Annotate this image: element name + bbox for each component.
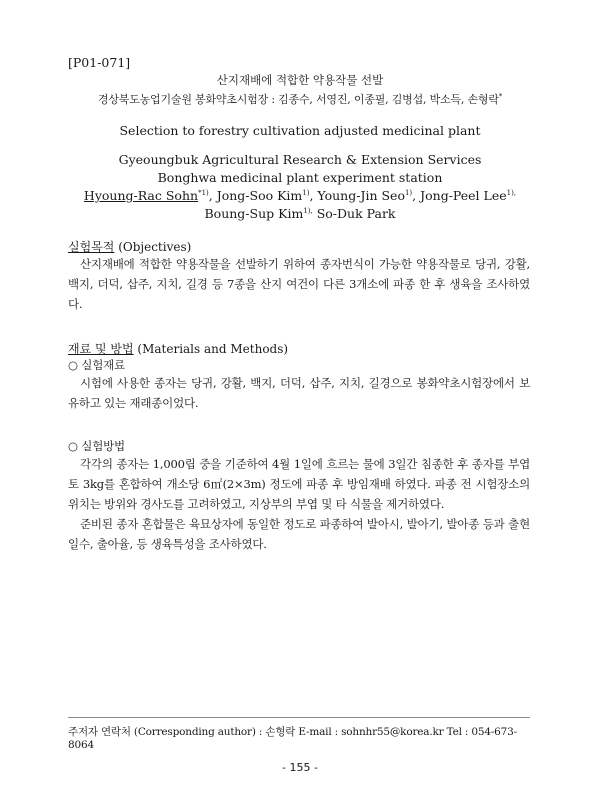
author-1: Hyoung-Rac Sohn xyxy=(83,188,199,203)
methods-text-2: 준비된 종자 혼합물은 육묘상자에 동일한 정도로 파종하여 발아시, 발아기, 발아종 등과 출현일수, 출아율, 등 생육특성을 조사하였다. xyxy=(68,517,530,551)
author-1-sup: *1) xyxy=(198,188,209,197)
objectives-heading-kor: 실험목적 xyxy=(68,240,115,254)
methods-heading-kor: 재료 및 방법 xyxy=(68,342,134,356)
affiliation-1: Gyeoungbuk Agricultural Research & Extension Services xyxy=(118,152,482,167)
materials-subsection-title: ○ 실험재료 xyxy=(68,358,125,372)
methods-text-1: 각각의 종자는 1,000립 중을 기준하여 4월 1일에 흐르는 물에 3일간 침종한 후 종자를 부엽토 3kg를 혼합하여 개소당 6㎡(2×3m) 정도에 파종 후 방임재배 하였다. 파종 전 시험장소의 위치는 방위와 경사도를 고려하였고, 지상부의 부엽 및 타 식물을 제거하였다. xyxy=(68,457,530,511)
abstract-code: [P01-071] xyxy=(68,55,131,70)
objectives-heading-eng: (Objectives) xyxy=(114,240,192,254)
footer-divider xyxy=(68,717,530,718)
korean-title: 산지재배에 적합한 약용작물 선발 xyxy=(216,73,384,87)
methods-body xyxy=(68,454,530,554)
page-number: - 155 - xyxy=(282,761,318,774)
english-authors-line-1 xyxy=(0,188,600,203)
korean-authors-text: 경상북도농업기술원 봉화약초시험장 : 김종수, 서영진, 이종필, 김병섭, 박소득, 손형락 xyxy=(97,93,499,106)
author-6: So-Duk Park xyxy=(312,206,396,221)
methods-heading-eng: (Materials and Methods) xyxy=(133,342,289,356)
korean-authors xyxy=(0,91,600,107)
author-4-sup: 1), xyxy=(506,188,517,197)
english-authors-line-2 xyxy=(0,206,600,221)
author-4: , Jong-Peel Lee xyxy=(412,188,507,203)
methods-subsection-title: ○ 실험방법 xyxy=(68,439,125,453)
affiliation-2: Bonghwa medicinal plant experiment station xyxy=(157,170,443,185)
objectives-body xyxy=(68,254,530,314)
author-3-sup: 1) xyxy=(404,188,413,197)
corresponding-mark: * xyxy=(498,92,503,101)
objectives-heading xyxy=(68,238,191,255)
author-5: Boung-Sup Kim xyxy=(204,206,304,221)
corresponding-author-footer: 주저자 연락처 (Corresponding author) : 손형락 E-mail : sohnhr55@korea.kr Tel : 054-673-8064 xyxy=(68,726,517,751)
author-2: , Jong-Soo Kim xyxy=(208,188,303,203)
author-3: , Young-Jin Seo xyxy=(309,188,405,203)
objectives-text: 산지재배에 적합한 약용작물을 선발하기 위하여 종자번식이 가능한 약용작물로 당귀, 강활, 백지, 더덕, 삽주, 지치, 길경 등 7종을 산지 여건이 다른 3개소에 파종 한 후 생육을 조사하였다. xyxy=(68,257,530,311)
english-title: Selection to forestry cultivation adjusted medicinal plant xyxy=(119,123,481,138)
author-5-sup: 1), xyxy=(303,206,313,215)
author-2-sup: 1) xyxy=(302,188,310,197)
materials-body xyxy=(68,373,530,413)
materials-text: 시험에 사용한 종자는 당귀, 강활, 백지, 더덕, 삽주, 지치, 길경으로 봉화약초시험장에서 보유하고 있는 재래종이었다. xyxy=(68,376,530,410)
